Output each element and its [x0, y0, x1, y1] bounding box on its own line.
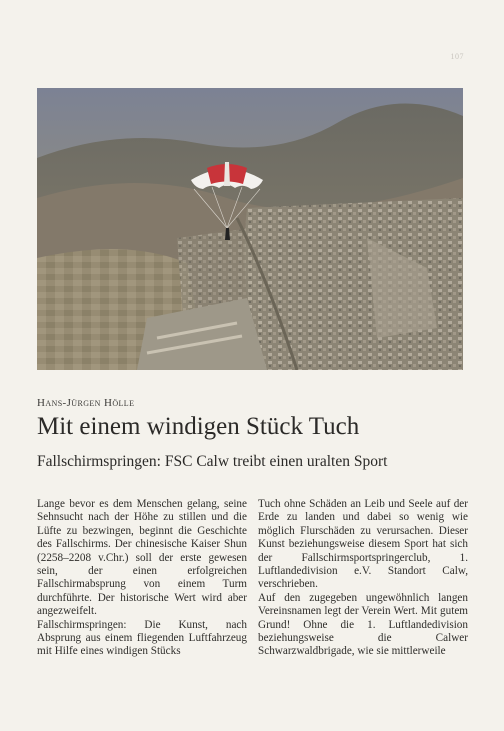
article-subtitle: Fallschirmspringen: FSC Calw treibt einen uralten Sport: [37, 453, 388, 470]
body-paragraph: Auf den zugegeben ungewöhnlich langen Vereinsnamen legt der Verein Wert. Mit gutem Grund! Ohne die 1. Luftlandedivision beziehungsweise die Calwer Schwarzwaldbrigade, wie sie mittlerweile: [258, 591, 468, 658]
body-paragraph: Tuch ohne Schäden an Leib und Seele auf der Erde zu landen und dabei so wenig wie möglich Flurschäden zu verursachen. Dieser Kunst beziehungsweise diesem Sport hat sich der Fallschirmsportspringerclub, 1. Luftlandedivision e.V. Standort Calw, verschrieben.: [258, 498, 468, 591]
body-column-left: [37, 498, 247, 659]
parachute-photo: [37, 88, 463, 370]
article-title: Mit einem windigen Stück Tuch: [37, 413, 360, 440]
body-paragraph: Fallschirmspringen: Die Kunst, nach Absprung aus einem fliegenden Luftfahrzeug mit Hilfe eines windigen Stücks: [37, 618, 247, 658]
page-number: 107: [450, 52, 464, 61]
author-name: Hans-Jürgen Hölle: [37, 397, 135, 409]
body-column-right: [258, 498, 468, 659]
body-paragraph: Lange bevor es dem Menschen gelang, seine Sehnsucht nach der Höhe zu stillen und die Lüfte zu bezwingen, beginnt die Geschichte des Fallschirms. Der chinesische Kaiser Shun (2258–2208 v.Chr.) soll der erste gewesen sein, der einen erfolgreichen Fallschirmabsprung von einem Turm durchführte. Der historische Wert wird aber angezweifelt.: [37, 498, 247, 618]
aerial-town-image: [37, 88, 463, 370]
